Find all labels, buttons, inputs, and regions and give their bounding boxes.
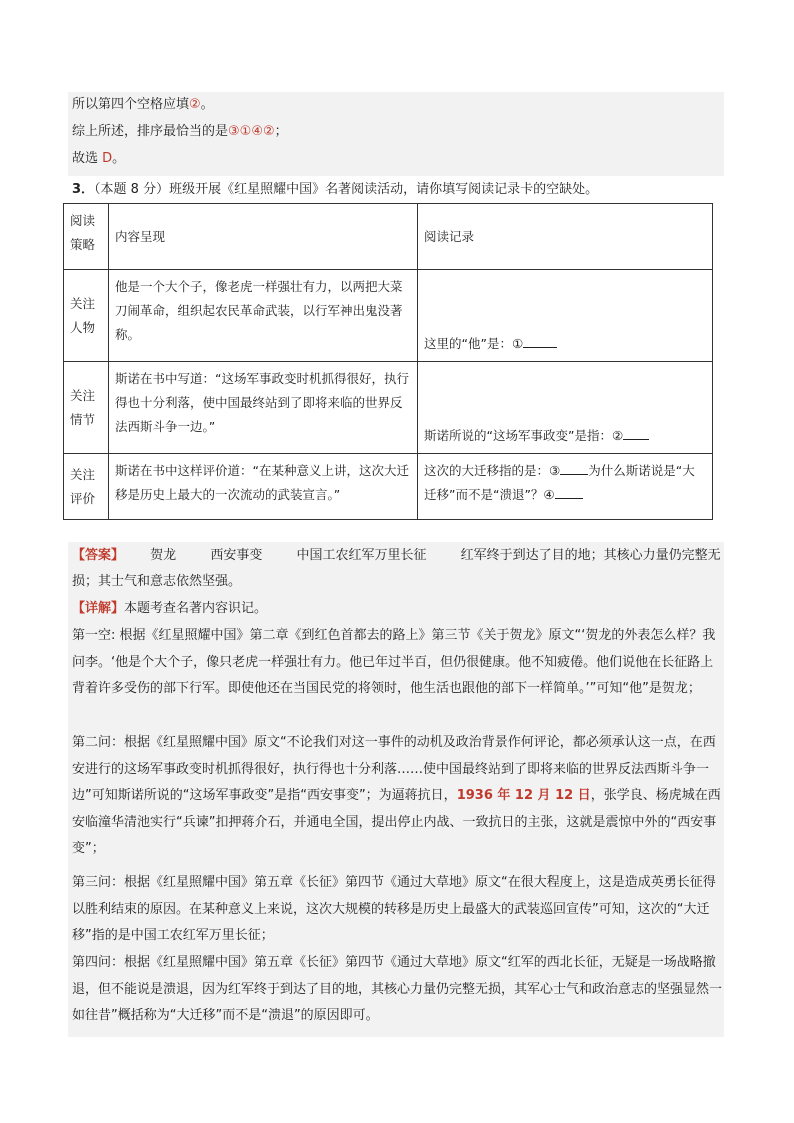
top-line-2: 综上所述，排序最恰当的是③①④②；: [72, 124, 288, 139]
table-row: [64, 270, 713, 362]
answer-section: [72, 543, 722, 595]
row-content: 斯诺在书中写道：“这场军事政变时机抓得很好，执行得也十分利落，使中国最终站到了即将来临的世界反法西斯斗争一边。”: [109, 362, 418, 454]
top-line-1: 所以第四个空格应填②。: [72, 97, 214, 112]
question-text: 班级开展《红星照耀中国》名著阅读活动，请你填写阅读记录卡的空缺处。: [169, 182, 599, 197]
table-header-row: [64, 204, 713, 270]
answer-blank-2[interactable]: [623, 427, 649, 440]
top-line-3: 故选 D。: [72, 151, 126, 166]
row-strategy: 关注情节: [64, 362, 109, 454]
detail-paragraph-4: 第四问：根据《红星照耀中国》第五章《长征》第四节《通过大草地》原文“红军的西北长征，无疑是一场战略撤退，但不能说是溃退，因为红军终于到达了目的地，其核心力量仍完整无损，其军心士气和政治意志的坚强显然一如往昔”概括称为“大迁移”而不是“溃退”的原因即可。: [72, 955, 723, 1023]
detail-intro: 【详解】本题考查名著内容识记。: [72, 601, 268, 616]
question-3: [72, 178, 598, 197]
table-row: [64, 454, 713, 520]
answer-item-3: 中国工农红军万里长征: [296, 548, 427, 563]
row-record: 这次的大迁移指的是：③ 为什么斯诺说是“大迁移”而不是“溃退”？④: [418, 454, 713, 520]
row-record: 这里的“他”是：①: [418, 270, 713, 362]
detail-paragraph-2: 第二问：根据《红星照耀中国》原文“不论我们对这一事件的动机及政治背景作何评论，都必须承认这一点，在西安进行的这场军事政变时机抓得很好，执行得也十分利落……使中国最终站到了即将来临的世界反法西斯斗争一边”可知斯诺所说的“这场军事政变”是指“西安事变”；为逼蒋抗日，1936 年 12 月 12 日，张学良、杨虎城在西安临潼华清池实行“兵谏”扣押蒋介石，并通电全国，提出停止内战、一致抗日的主张，这就是震惊中外的“西安事变”；: [72, 735, 721, 856]
header-content: 内容呈现: [109, 204, 418, 270]
row-strategy: 关注评价: [64, 454, 109, 520]
row-content: 斯诺在书中这样评价道：“在某种意义上讲，这次大迁移是历史上最大的一次流动的武装宣言。”: [109, 454, 418, 520]
answer-blank-4[interactable]: [555, 486, 583, 499]
answer-tag: 【答案】: [72, 548, 125, 563]
question-number: 3．: [72, 182, 95, 197]
table-row: [64, 362, 713, 454]
row-record: 斯诺所说的“这场军事政变”是指：②: [418, 362, 713, 454]
answer-blank-3[interactable]: [560, 462, 588, 475]
answer-blank-1[interactable]: [523, 335, 557, 348]
question-points: （本题 8 分）: [94, 182, 170, 197]
answer-item-4: 红军终于到达了目的地；其核心力量仍完整无损；其士气和意志依然坚强。: [72, 548, 721, 589]
header-strategy: 阅读策略: [64, 204, 109, 270]
date-highlight: 1936 年 12 月 12 日: [456, 788, 591, 803]
row-strategy: 关注人物: [64, 270, 109, 362]
answer-item-2: 西安事变: [210, 548, 263, 563]
answer-item-1: 贺龙: [150, 548, 177, 563]
detail-tag: 【详解】: [72, 601, 125, 616]
detail-paragraph-3: 第三问：根据《红星照耀中国》第五章《长征》第四节《通过大草地》原文“在很大程度上，这是造成英勇长征得以胜利结束的原因。在某种意义上来说，这次大规模的转移是历史上最盛大的武装巡回宣传”可知，这次的“大迁移”指的是中国工农红军万里长征；: [72, 875, 716, 943]
row-content: 他是一个大个子，像老虎一样强壮有力，以两把大菜刀闹革命，组织起农民革命武装，以行军神出鬼没著称。: [109, 270, 418, 362]
reading-record-table: [63, 203, 713, 520]
detail-paragraph-1: 第一空: 根据《红星照耀中国》第二章《到红色首都去的路上》第三节《关于贺龙》原文“‘贺龙的外表怎么样？我问李。‘他是个大个子，像只老虎一样强壮有力。他已年过半百，但仍很健康。他不知疲倦。他们说他在长征路上背着许多受伤的部下行军。即使他还在当国民党的将领时，他生活也跟他的部下一样简单。’”可知“他”是贺龙；: [72, 628, 716, 696]
header-record: 阅读记录: [418, 204, 713, 270]
